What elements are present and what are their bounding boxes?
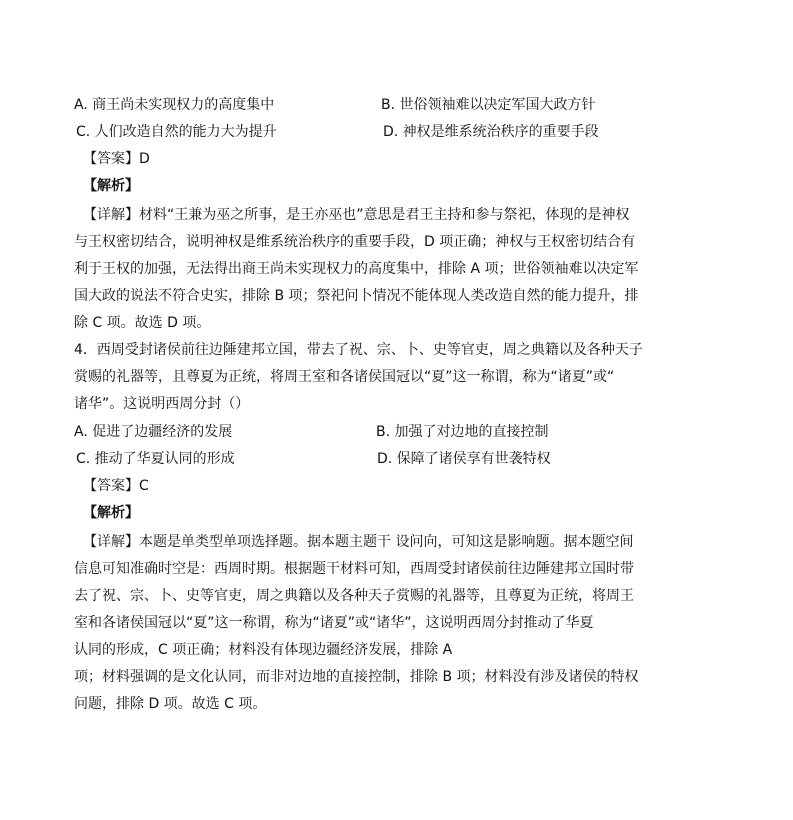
q4-analysis-label: 【解析】	[83, 505, 139, 521]
q3-option-c: C. 人们改造自然的能力大为提升	[76, 124, 277, 140]
q4-option-d: D. 保障了诸侯享有世袭特权	[377, 451, 551, 467]
q4-stem-line-2: 赏赐的礼器等，且尊夏为正统，将周王室和各诸侯国冠以“夏”这一称谓，称为“诸夏”或“	[74, 369, 615, 385]
q4-detail-line-7: 问题，排除 D 项。故选 C 项。	[74, 696, 267, 712]
q3-option-b: B. 世俗领袖难以决定军国大政方针	[381, 97, 596, 113]
q4-detail-line-4: 室和各诸侯国冠以“夏”这一称谓，称为“诸夏”或“诸华”，这说明西周分封推动了华夏	[74, 615, 594, 631]
q3-option-d: D. 神权是维系统治秩序的重要手段	[383, 124, 599, 140]
q4-option-a: A. 促进了边疆经济的发展	[74, 424, 233, 440]
q4-detail-line-3: 去了祝、宗、卜、史等官吏，周之典籍以及各种天子赏赐的礼器等，且尊夏为正统，将周王	[74, 588, 634, 604]
q4-option-b: B. 加强了对边地的直接控制	[376, 424, 549, 440]
q4-option-c: C. 推动了华夏认同的形成	[76, 451, 235, 467]
q3-detail-line-4: 国大政的说法不符合史实，排除 B 项；祭祀问卜情况不能体现人类改造自然的能力提升，排	[74, 288, 639, 304]
q4-stem-line-1: 4．西周受封诸侯前往边陲建邦立国，带去了祝、宗、卜、史等官吏，周之典籍以及各种天子	[74, 342, 643, 358]
q4-detail-line-2: 信息可知准确时空是：西周时期。根据题干材料可知，西周受封诸侯前往边陲建邦立国时带	[74, 561, 634, 577]
q3-analysis-label: 【解析】	[83, 178, 139, 194]
q3-option-a: A. 商王尚未实现权力的高度集中	[74, 97, 275, 113]
q3-answer: 【答案】D	[83, 151, 150, 167]
q3-detail-line-1: 【详解】材料“王兼为巫之所事，是王亦巫也”意思是君王主持和参与祭祀，体现的是神权	[83, 207, 630, 223]
q3-detail-line-3: 利于王权的加强，无法得出商王尚未实现权力的高度集中，排除 A 项；世俗领袖难以决定军	[74, 261, 639, 277]
q3-detail-line-2: 与王权密切结合，说明神权是维系统治秩序的重要手段，D 项正确；神权与王权密切结合有	[74, 234, 636, 250]
q3-detail-line-5: 除 C 项。故选 D 项。	[74, 315, 211, 331]
q4-answer: 【答案】C	[83, 478, 149, 494]
q4-detail-line-1: 【详解】本题是单类型单项选择题。据本题主题干 设问向，可知这是影响题。据本题空间	[83, 534, 634, 550]
q4-detail-line-5: 认同的形成，C 项正确；材料没有体现边疆经济发展，排除 A	[74, 642, 453, 658]
q4-detail-line-6: 项；材料强调的是文化认同，而非对边地的直接控制，排除 B 项；材料没有涉及诸侯的特权	[74, 669, 639, 685]
q4-stem-line-3: 诸华”。这说明西周分封（）	[74, 396, 250, 412]
